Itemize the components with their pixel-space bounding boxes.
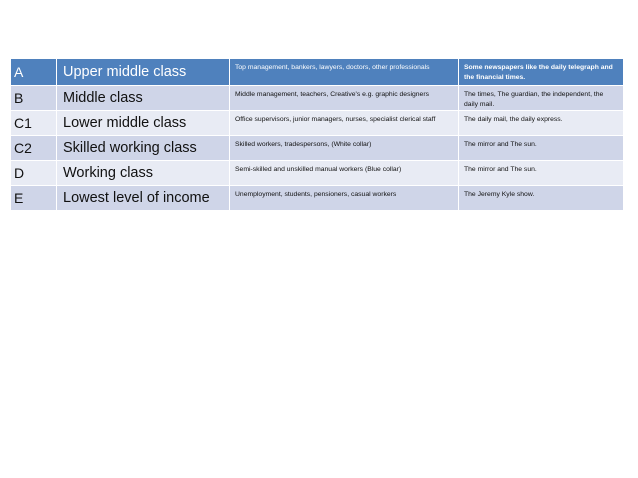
class-label-cell: Lowest level of income bbox=[57, 186, 230, 211]
class-label-cell: Upper middle class bbox=[57, 59, 230, 86]
class-label-cell: Lower middle class bbox=[57, 111, 230, 136]
newspapers-cell: Some newspapers like the daily telegraph and the financial times. bbox=[459, 59, 624, 86]
table-row bbox=[11, 136, 624, 161]
class-label-cell: Skilled working class bbox=[57, 136, 230, 161]
occupations-cell: Office supervisors, junior managers, nurses, specialist clerical staff bbox=[230, 111, 459, 136]
grade-cell: D bbox=[11, 161, 57, 186]
occupations-cell: Semi-skilled and unskilled manual workers (Blue collar) bbox=[230, 161, 459, 186]
social-grade-table bbox=[10, 58, 624, 211]
occupations-cell: Middle management, teachers, Creative's e.g. graphic designers bbox=[230, 86, 459, 111]
table-row bbox=[11, 186, 624, 211]
grade-cell: A bbox=[11, 59, 57, 86]
table-row bbox=[11, 59, 624, 86]
table-row bbox=[11, 161, 624, 186]
newspapers-cell: The times, The guardian, the independent, the daily mail. bbox=[459, 86, 624, 111]
newspapers-cell: The daily mail, the daily express. bbox=[459, 111, 624, 136]
newspapers-cell: The mirror and The sun. bbox=[459, 136, 624, 161]
grade-cell: C2 bbox=[11, 136, 57, 161]
occupations-cell: Unemployment, students, pensioners, casual workers bbox=[230, 186, 459, 211]
occupations-cell: Skilled workers, tradespersons, (White collar) bbox=[230, 136, 459, 161]
newspapers-cell: The mirror and The sun. bbox=[459, 161, 624, 186]
class-label-cell: Working class bbox=[57, 161, 230, 186]
grade-cell: B bbox=[11, 86, 57, 111]
grade-cell: C1 bbox=[11, 111, 57, 136]
class-label-cell: Middle class bbox=[57, 86, 230, 111]
grade-cell: E bbox=[11, 186, 57, 211]
table-row bbox=[11, 111, 624, 136]
occupations-cell: Top management, bankers, lawyers, doctors, other professionals bbox=[230, 59, 459, 86]
newspapers-cell: The Jeremy Kyle show. bbox=[459, 186, 624, 211]
table-row bbox=[11, 86, 624, 111]
